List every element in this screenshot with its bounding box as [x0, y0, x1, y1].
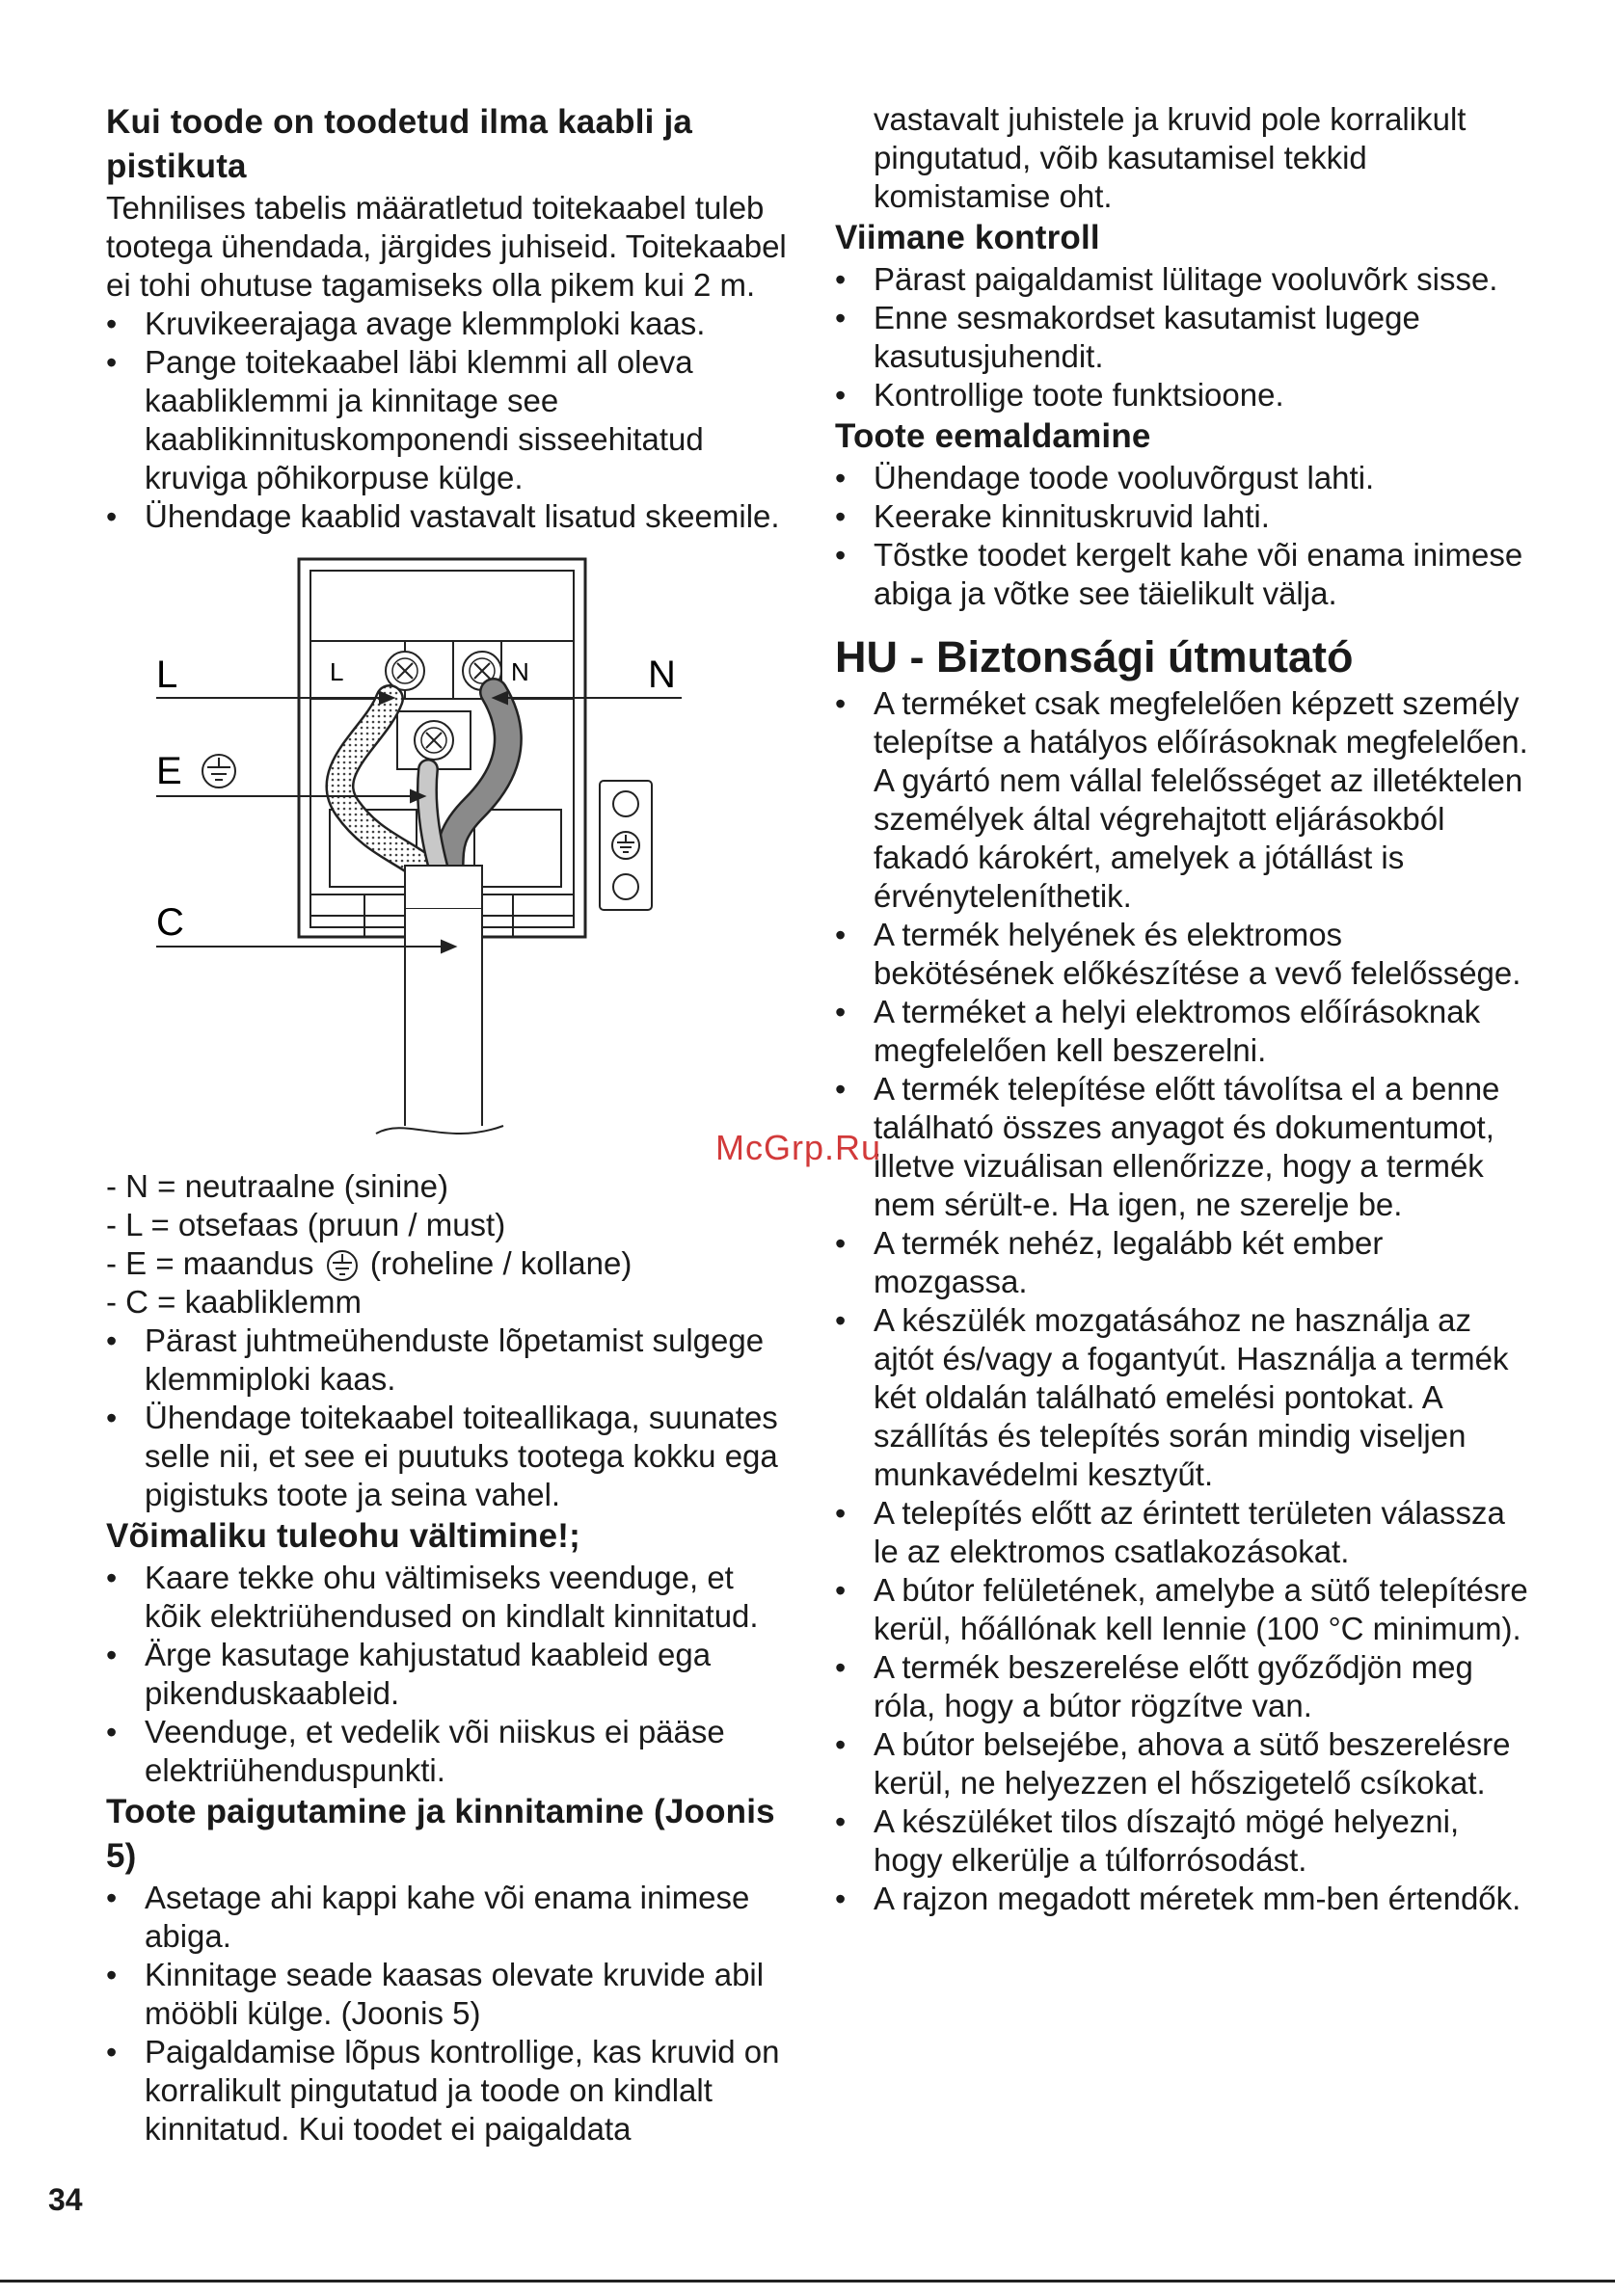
ground-icon: [202, 755, 235, 788]
list-item: • A készülék mozgatásához ne használja az ajtót és/vagy a fogantyút. Használja a termék két oldalán található emelési pontokat. A szállítás és telepítés során mindig viseljen munkavédelmi kesztyűt.: [835, 1301, 1529, 1494]
list-item: • Asetage ahi kappi kahe või enama inimese abiga.: [106, 1879, 795, 1956]
bullet-list-after-wiring: [106, 1322, 795, 1514]
legend-item: [106, 1244, 795, 1283]
legend: [106, 1167, 795, 1322]
list-item: • Pange toitekaabel läbi klemmi all oleva kaabliklemmi ja kinnitage see kaablikinnituskomponendi sisseehitatud kruviga põhikorpuse külge.: [106, 343, 795, 497]
section-title-fire: Võimaliku tuleohu vältimine!;: [106, 1517, 580, 1556]
list-item: • Keerake kinnituskruvid lahti.: [835, 497, 1529, 536]
list-item: • Ühendage toitekaabel toiteallikaga, suunates selle nii, et see ei puutuks tootega kokku ega pigistuks toote ja seina vahel.: [106, 1399, 795, 1514]
section-intro: Tehnilises tabelis määratletud toitekaabel tuleb tootega ühendada, järgides juhiseid. Toitekaabel ei tohi ohutuse tagamiseks olla pikem kui 2 m.: [106, 190, 787, 303]
screw-icon: [386, 652, 424, 690]
continuation-text: vastavalt juhistele ja kruvid pole korralikult pingutatud, võib kasutamisel tekkid komistamise oht.: [874, 101, 1467, 214]
section-title-placement: Toote paigutamine ja kinnitamine (Joonis 5): [106, 1793, 775, 1876]
list-item: • Paigaldamise lõpus kontrollige, kas kruvid on korralikult pingutatud ja toode on kindlalt kinnitatud. Kui toodet ei paigaldata: [106, 2033, 795, 2149]
cable-clamp: [405, 866, 482, 909]
list-item: • Kaare tekke ohu vältimiseks veenduge, et kõik elektriühendused on kindlalt kinnitatud.: [106, 1559, 795, 1636]
list-item: • A rajzon megadott méretek mm-ben értendők.: [835, 1880, 1529, 1918]
bullet-list-removal: [835, 459, 1529, 613]
diagram-label-l-small: L: [330, 657, 344, 686]
terminal-block: [310, 641, 574, 699]
diagram-label-n-small: N: [511, 657, 529, 686]
ground-icon: [323, 1248, 362, 1283]
section-title-no-cable: Kui toode on toodetud ilma kaabli ja pistikuta: [106, 103, 693, 185]
bullet-list-cable: [106, 305, 795, 536]
list-item: • A terméket csak megfelelően képzett személy telepítse a hatályos előírásoknak megfelelően. A gyártó nem vállal felelősséget az illetéktelen személyek által végrehajtott eljárásokból fakadó károkért, amelyek a jótállást is érvényteleníthetik.: [835, 684, 1529, 916]
list-item: • A készüléket tilos díszajtó mögé helyezni, hogy elkerülje a túlforrósodást.: [835, 1802, 1529, 1880]
list-item: • A termék helyének és elektromos bekötésének előkészítése a vevő felelőssége.: [835, 916, 1529, 993]
list-item: • Kinnitage seade kaasas olevate kruvide abil mööbli külge. (Joonis 5): [106, 1956, 795, 2033]
legend-item: - C = kaabliklemm: [106, 1284, 362, 1321]
list-item: • Ühendage kaablid vastavalt lisatud skeemile.: [106, 497, 795, 536]
page-number: 34: [48, 2182, 83, 2217]
diagram-label-n: N: [648, 654, 676, 696]
screw-icon: [415, 721, 453, 760]
diagram-label-e: E: [156, 750, 182, 792]
list-item: • Pärast paigaldamist lülitage vooluvõrk sisse.: [835, 260, 1529, 299]
watermark: McGrp.Ru: [715, 1128, 882, 1167]
list-item: • Ärge kasutage kahjustatud kaableid ega pikenduskaableid.: [106, 1636, 795, 1713]
legend-item: - N = neutraalne (sinine): [106, 1168, 448, 1204]
section-title-hu-safety: HU - Biztonsági útmutató: [835, 632, 1354, 681]
list-item: • Kruvikeerajaga avage klemmploki kaas.: [106, 305, 795, 343]
bullet-list-final-check: [835, 260, 1529, 414]
wiring-diagram: [156, 557, 696, 1155]
diagram-label-c: C: [156, 901, 184, 944]
bottom-rule: [0, 2280, 1615, 2283]
arrow-e: [156, 790, 424, 802]
list-item: • A bútor belsejébe, ahova a sütő beszerelésre kerül, ne helyezzen el hőszigetelő csíkokat.: [835, 1725, 1529, 1802]
right-column: [835, 100, 1529, 1918]
list-item: • A bútor felületének, amelybe a sütő telepítésre kerül, hőállónak kell lennie (100 °C minimum).: [835, 1571, 1529, 1648]
legend-item-label: (roheline / kollane): [369, 1245, 633, 1281]
section-title-final-check: Viimane kontroll: [835, 219, 1100, 256]
list-item: • Kontrollige toote funktsioone.: [835, 376, 1529, 414]
section-title-removal: Toote eemaldamine: [835, 417, 1151, 455]
left-column: [106, 100, 795, 2149]
ground-plate: [600, 781, 652, 910]
list-item: • Pärast juhtmeühenduste lõpetamist sulgege klemmiploki kaas.: [106, 1322, 795, 1399]
bullet-list-fire: [106, 1559, 795, 1790]
list-item: • Enne sesmakordset kasutamist lugege kasutusjuhendit.: [835, 299, 1529, 376]
list-item: • A telepítés előtt az érintett területen válassza le az elektromos csatlakozásokat.: [835, 1494, 1529, 1571]
legend-item: - L = otsefaas (pruun / must): [106, 1207, 506, 1242]
list-item: • A termék telepítése előtt távolítsa el a benne található összes anyagot és dokumentumot, illetve vizuálisan ellenőrizze, hogy a termék nem sérült-e. Ha igen, ne szerelje be.: [835, 1070, 1529, 1224]
bullet-list-placement: [106, 1879, 795, 2149]
list-item: • A terméket a helyi elektromos előírásoknak megfelelően kell beszerelni.: [835, 993, 1529, 1070]
legend-item-label: - E = maandus: [106, 1245, 314, 1281]
list-item: • A termék nehéz, legalább két ember mozgassa.: [835, 1224, 1529, 1301]
bullet-list-hu-safety: [835, 684, 1529, 1918]
list-item: • A termék beszerelése előtt győződjön meg róla, hogy a bútor rögzítve van.: [835, 1648, 1529, 1725]
diagram-label-l: L: [156, 654, 178, 696]
list-item: • Veenduge, et vedelik või niiskus ei pääse elektriühenduspunkti.: [106, 1713, 795, 1790]
list-item: • Ühendage toode vooluvõrgust lahti.: [835, 459, 1529, 497]
list-item: • Tõstke toodet kergelt kahe või enama inimese abiga ja võtke see täielikult välja.: [835, 536, 1529, 613]
